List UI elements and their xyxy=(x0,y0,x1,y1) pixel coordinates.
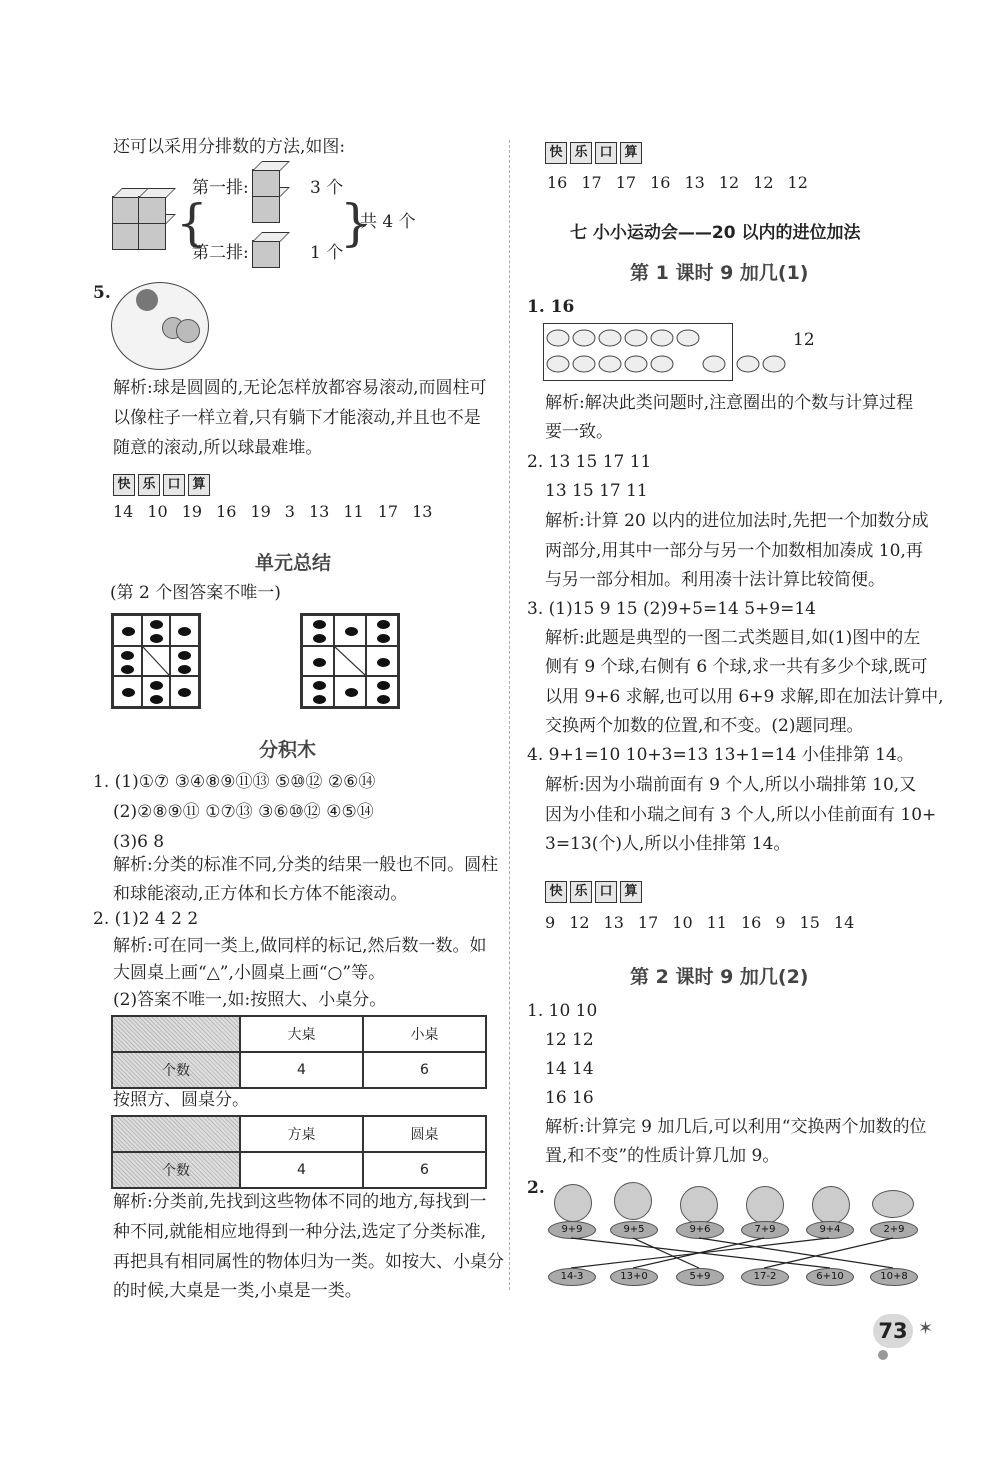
r-q1-answer: 12 xyxy=(793,330,815,350)
l2-q1-analysis-line1: 解析:计算完 9 加几后,可以利用“交换两个加数的位 xyxy=(545,1117,927,1137)
l2-q1-analysis-line2: 置,和不变”的性质计算几加 9。 xyxy=(545,1146,780,1166)
q5-analysis-line1: 解析:球是圆圆的,无论怎样放都容易滚动,而圆柱可 xyxy=(113,378,487,398)
question-5-number: 5. xyxy=(93,283,111,303)
q5-analysis-line2: 以像柱子一样立着,只有躺下才能滚动,并且也不是 xyxy=(113,408,481,428)
l2-q1-line1: 1. 10 10 xyxy=(527,1001,598,1021)
q1-line3: (3)6 8 xyxy=(113,832,165,852)
kuaile-koushuan-badge-right-mid: 快 乐 口 算 xyxy=(545,881,642,903)
l2-q2-number: 2. xyxy=(527,1178,545,1198)
q2-analysis2-line3: 再把具有相同属性的物体归为一类。如按大、小桌分 xyxy=(113,1252,504,1272)
q2-analysis-line1: 解析:可在同一类上,做同样的标记,然后数一数。如 xyxy=(113,936,487,956)
q1-analysis-line1: 解析:分类的标准不同,分类的结果一般也不同。圆柱 xyxy=(113,855,499,875)
row1-count: 3 个 xyxy=(310,178,344,198)
column-divider xyxy=(509,140,510,1290)
r-q3-line: 3. (1)15 9 15 (2)9+5=14 5+9=14 xyxy=(527,599,816,619)
star-icon: ✶ xyxy=(918,1318,934,1339)
r-q3-analysis-line4: 交换两个加数的位置,和不变。(2)题同理。 xyxy=(545,716,864,736)
l2-q1-line3: 14 14 xyxy=(545,1059,594,1079)
dot-grid-2 xyxy=(300,613,400,709)
r-q2-analysis-line3: 与另一部分相加。利用凑十法计算比较简便。 xyxy=(545,570,885,590)
q1-line2: (2)②⑧⑨⑪ ①⑦⑬ ③⑥⑩⑫ ④⑤⑭ xyxy=(113,802,374,822)
q2-by-shape: 按照方、圆桌分。 xyxy=(113,1090,249,1110)
r-q2-analysis-line2: 两部分,用其中一部分与另一个加数相加凑成 10,再 xyxy=(545,541,923,561)
q2-analysis-line2: 大圆桌上画“△”,小圆桌上画“○”等。 xyxy=(113,963,386,983)
fenjimu-title: 分积木 xyxy=(259,739,317,761)
r-q4-analysis-line2: 因为小佳和小瑞之间有 3 个人,所以小佳前面有 10+ xyxy=(545,805,937,825)
lesson-1-title: 第 1 课时 9 加几(1) xyxy=(630,262,809,284)
r-q1-analysis-line2: 要一致。 xyxy=(545,422,613,442)
q2-part2: (2)答案不唯一,如:按照大、小桌分。 xyxy=(113,990,387,1010)
table-big-small: 大桌 小桌 个数 4 6 xyxy=(111,1015,487,1089)
q5-analysis-line3: 随意的滚动,所以球最难堆。 xyxy=(113,438,323,458)
q2-line1: 2. (1)2 4 2 2 xyxy=(93,909,199,929)
table-square-round: 方桌 圆桌 个数 4 6 xyxy=(111,1115,487,1189)
row1-label: 第一排: xyxy=(192,178,249,198)
chapter-title: 七 小小运动会——20 以内的进位加法 xyxy=(570,223,861,243)
kuaile-koushuan-badge-right-top: 快 乐 口 算 xyxy=(545,142,642,164)
q2-analysis2-line2: 种不同,就能相应地得到一种分法,选定了分类标准, xyxy=(113,1222,487,1242)
q2-analysis2-line4: 的时候,大桌是一类,小桌是一类。 xyxy=(113,1281,362,1301)
r-q2-line1: 2. 13 15 17 11 xyxy=(527,452,652,472)
r-q4-analysis-line3: 3=13(个)人,所以小佳排第 14。 xyxy=(545,834,791,854)
r-q3-analysis-line1: 解析:此题是典型的一图二式类题目,如(1)图中的左 xyxy=(545,628,921,648)
r-q1-analysis-line1: 解析:解决此类问题时,注意圈出的个数与计算过程 xyxy=(545,393,914,413)
r-q2-line2: 13 15 17 11 xyxy=(545,481,648,501)
q2-analysis2-line1: 解析:分类前,先找到这些物体不同的地方,每找到一 xyxy=(113,1192,487,1212)
girl-with-balls-image xyxy=(111,282,209,370)
page-number-badge xyxy=(873,1314,913,1348)
unit-summary-note: (第 2 个图答案不唯一) xyxy=(110,583,281,603)
l2-q1-line4: 16 16 xyxy=(545,1088,594,1108)
peaches-figure xyxy=(543,323,733,381)
total-count: 共 4 个 xyxy=(360,212,416,232)
decor-dot-icon xyxy=(878,1350,888,1360)
r-q4-line: 4. 9+1=10 10+3=13 13+1=14 小佳排第 14。 xyxy=(527,745,914,765)
r-q1: 1. 16 xyxy=(527,297,575,317)
lesson-2-title: 第 2 课时 9 加几(2) xyxy=(630,966,809,988)
r-q3-analysis-line3: 以用 9+6 求解,也可以用 6+9 求解,即在加法计算中, xyxy=(545,687,944,707)
r-q2-analysis-line1: 解析:计算 20 以内的进位加法时,先把一个加数分成 xyxy=(545,511,929,531)
intro-text: 还可以采用分排数的方法,如图: xyxy=(113,137,346,157)
dot-grid-1 xyxy=(111,613,201,709)
kuaile-koushuan-badge: 快 乐 口 算 xyxy=(113,474,210,496)
q1-analysis-line2: 和球能滚动,正方体和长方体不能滚动。 xyxy=(113,884,408,904)
kuaile-numbers-right-top: 16 17 17 16 13 12 12 12 xyxy=(547,173,808,192)
r-q4-analysis-line1: 解析:因为小瑞前面有 9 个人,所以小瑞排第 10,又 xyxy=(545,775,917,795)
row2-count: 1 个 xyxy=(310,243,344,263)
row2-label: 第二排: xyxy=(192,243,249,263)
q1-line1: 1. (1)①⑦ ③④⑧⑨⑪⑬ ⑤⑩⑫ ②⑥⑭ xyxy=(93,772,376,792)
page-number: 73 xyxy=(878,1319,908,1343)
r-q3-analysis-line2: 侧有 9 个球,右侧有 6 个球,求一共有多少个球,既可 xyxy=(545,657,928,677)
kuaile-numbers-left: 14 10 19 16 19 3 13 11 17 13 xyxy=(113,502,433,521)
unit-summary-title: 单元总结 xyxy=(255,552,332,574)
l2-q1-line2: 12 12 xyxy=(545,1030,594,1050)
kuaile-numbers-right-mid: 9 12 13 17 10 11 16 9 15 14 xyxy=(545,913,855,932)
